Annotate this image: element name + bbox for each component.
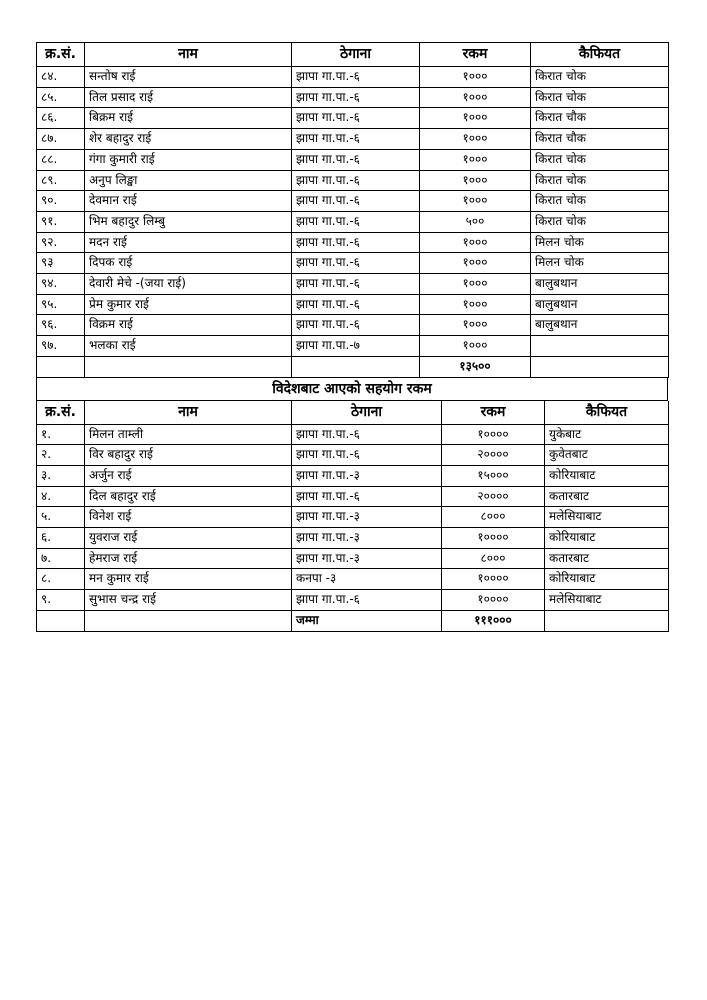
header-remarks: कैफियत xyxy=(531,43,669,67)
cell-amount: १०००० xyxy=(442,590,545,611)
cell-serial: ९३ xyxy=(37,253,85,274)
cell-address: झापा गा.पा.-६ xyxy=(292,445,442,466)
table-row xyxy=(37,315,669,336)
cell-address: झापा गा.पा.-६ xyxy=(292,149,420,170)
cell-serial: ८७. xyxy=(37,129,85,150)
cell-remarks: कोरियाबाट xyxy=(545,528,669,549)
cell-serial: ९०. xyxy=(37,191,85,212)
header-amount: रकम xyxy=(420,43,531,67)
cell-amount: १००० xyxy=(420,108,531,129)
cell-remarks: किरात चौक xyxy=(531,129,669,150)
cell-remarks: युकेबाट xyxy=(545,424,669,445)
cell-amount: १००० xyxy=(420,87,531,108)
table-row xyxy=(37,486,669,507)
cell-remarks: कुवेतबाट xyxy=(545,445,669,466)
cell-name: विनेश राई xyxy=(85,507,292,528)
cell-amount: १००० xyxy=(420,129,531,150)
cell-address: कनपा -३ xyxy=(292,569,442,590)
table-row xyxy=(37,87,669,108)
cell-address: झापा गा.पा.-६ xyxy=(292,315,420,336)
cell-address: झापा गा.पा.-६ xyxy=(292,486,442,507)
cell-name: देवारी मेचे -(जया राई) xyxy=(85,274,292,295)
total-amount: १३५०० xyxy=(420,356,531,377)
cell-serial: ९१. xyxy=(37,211,85,232)
table-row xyxy=(37,528,669,549)
cell-amount: १०००० xyxy=(442,528,545,549)
cell-address: झापा गा.पा.-३ xyxy=(292,507,442,528)
table-row xyxy=(37,129,669,150)
table-header-row xyxy=(37,43,669,67)
cell-remarks: कतारबाट xyxy=(545,548,669,569)
table-total-row xyxy=(37,610,669,631)
cell-serial: १. xyxy=(37,424,85,445)
header-serial: क्र.सं. xyxy=(37,401,85,425)
cell-name: विक्रम राई xyxy=(85,315,292,336)
table-row xyxy=(37,590,669,611)
cell-address: झापा गा.पा.-६ xyxy=(292,294,420,315)
cell-name: बिक्रम राई xyxy=(85,108,292,129)
cell-name: मिलन ताम्ली xyxy=(85,424,292,445)
table-row xyxy=(37,211,669,232)
cell-remarks: किरात चोक xyxy=(531,170,669,191)
cell-name: भलका राई xyxy=(85,336,292,357)
cell-name: तिल प्रसाद राई xyxy=(85,87,292,108)
cell-address: झापा गा.पा.-७ xyxy=(292,336,420,357)
cell-remarks: मलेसियाबाट xyxy=(545,590,669,611)
table-row xyxy=(37,548,669,569)
cell-name: मदन राई xyxy=(85,232,292,253)
cell-serial: ९. xyxy=(37,590,85,611)
cell-serial: ९६. xyxy=(37,315,85,336)
table-row xyxy=(37,149,669,170)
cell-serial: ९५. xyxy=(37,294,85,315)
cell-serial: ७. xyxy=(37,548,85,569)
header-address: ठेगाना xyxy=(292,401,442,425)
cell-name: हेमराज राई xyxy=(85,548,292,569)
cell-serial: ३. xyxy=(37,465,85,486)
cell-amount: १००० xyxy=(420,336,531,357)
cell-amount: १००० xyxy=(420,191,531,212)
table-row xyxy=(37,67,669,88)
table-total-row xyxy=(37,356,669,377)
total-name-cell xyxy=(85,356,292,377)
total-label: जम्मा xyxy=(292,610,442,631)
cell-address: झापा गा.पा.-६ xyxy=(292,129,420,150)
table-row xyxy=(37,170,669,191)
cell-serial: ५. xyxy=(37,507,85,528)
cell-amount: १०००० xyxy=(442,569,545,590)
cell-amount: १००० xyxy=(420,170,531,191)
cell-amount: ५०० xyxy=(420,211,531,232)
cell-remarks: बालुबथान xyxy=(531,315,669,336)
cell-amount: १००० xyxy=(420,294,531,315)
cell-remarks: मिलन चोक xyxy=(531,253,669,274)
cell-serial: ८८. xyxy=(37,149,85,170)
cell-amount: १००० xyxy=(420,315,531,336)
cell-amount: १०००० xyxy=(442,424,545,445)
header-serial: क्र.सं. xyxy=(37,43,85,67)
table-row xyxy=(37,232,669,253)
total-serial-cell xyxy=(37,610,85,631)
cell-remarks: किरात चोक xyxy=(531,67,669,88)
section-title: विदेशबाट आएको सहयोग रकम xyxy=(36,378,668,401)
table-row xyxy=(37,507,669,528)
cell-address: झापा गा.पा.-६ xyxy=(292,67,420,88)
cell-amount: २०००० xyxy=(442,445,545,466)
total-name-cell xyxy=(85,610,292,631)
cell-serial: ९७. xyxy=(37,336,85,357)
cell-name: मन कुमार राई xyxy=(85,569,292,590)
cell-name: सुभास चन्द्र राई xyxy=(85,590,292,611)
cell-address: झापा गा.पा.-३ xyxy=(292,528,442,549)
cell-name: गंगा कुमारी राई xyxy=(85,149,292,170)
table-row xyxy=(37,569,669,590)
cell-address: झापा गा.पा.-६ xyxy=(292,191,420,212)
cell-address: झापा गा.पा.-६ xyxy=(292,87,420,108)
header-remarks: कैफियत xyxy=(545,401,669,425)
cell-name: दिल बहादुर राई xyxy=(85,486,292,507)
cell-serial: ९२. xyxy=(37,232,85,253)
header-amount: रकम xyxy=(442,401,545,425)
cell-serial: २. xyxy=(37,445,85,466)
cell-amount: १००० xyxy=(420,67,531,88)
cell-remarks: कोरियाबाट xyxy=(545,569,669,590)
table-row xyxy=(37,445,669,466)
cell-address: झापा गा.पा.-६ xyxy=(292,170,420,191)
cell-name: देवमान राई xyxy=(85,191,292,212)
cell-address: झापा गा.पा.-६ xyxy=(292,211,420,232)
cell-amount: ८००० xyxy=(442,507,545,528)
cell-name: युवराज राई xyxy=(85,528,292,549)
cell-address: झापा गा.पा.-३ xyxy=(292,465,442,486)
cell-address: झापा गा.पा.-३ xyxy=(292,548,442,569)
cell-address: झापा गा.पा.-६ xyxy=(292,424,442,445)
cell-remarks: मलेसियाबाट xyxy=(545,507,669,528)
table-row xyxy=(37,424,669,445)
table-row xyxy=(37,191,669,212)
cell-remarks: कतारबाट xyxy=(545,486,669,507)
cell-name: सन्तोष राई xyxy=(85,67,292,88)
header-name: नाम xyxy=(85,401,292,425)
header-address: ठेगाना xyxy=(292,43,420,67)
total-remarks-cell xyxy=(545,610,669,631)
cell-name: भिम बहादुर लिम्बु xyxy=(85,211,292,232)
cell-address: झापा गा.पा.-६ xyxy=(292,253,420,274)
local-contributions-table xyxy=(36,42,669,378)
cell-amount: १००० xyxy=(420,232,531,253)
document-page xyxy=(36,42,668,632)
cell-serial: ८. xyxy=(37,569,85,590)
cell-remarks: किरात चोक xyxy=(531,211,669,232)
cell-amount: १००० xyxy=(420,253,531,274)
foreign-contributions-table xyxy=(36,401,669,632)
cell-remarks: किरात चोक xyxy=(531,191,669,212)
cell-serial: ८५. xyxy=(37,87,85,108)
cell-remarks: किरात चोक xyxy=(531,149,669,170)
cell-serial: ८९. xyxy=(37,170,85,191)
cell-remarks: किरात चौक xyxy=(531,108,669,129)
cell-name: दिपक राई xyxy=(85,253,292,274)
cell-name: अर्जुन राई xyxy=(85,465,292,486)
cell-amount: १००० xyxy=(420,149,531,170)
table-row xyxy=(37,336,669,357)
cell-address: झापा गा.पा.-६ xyxy=(292,274,420,295)
cell-name: अनुप लिङ्खा xyxy=(85,170,292,191)
cell-amount: ८००० xyxy=(442,548,545,569)
cell-amount: १००० xyxy=(420,274,531,295)
total-address-cell xyxy=(292,356,420,377)
cell-serial: ६. xyxy=(37,528,85,549)
cell-serial: ४. xyxy=(37,486,85,507)
cell-remarks: कोरियाबाट xyxy=(545,465,669,486)
cell-address: झापा गा.पा.-६ xyxy=(292,590,442,611)
header-name: नाम xyxy=(85,43,292,67)
cell-remarks xyxy=(531,336,669,357)
cell-address: झापा गा.पा.-६ xyxy=(292,232,420,253)
cell-name: शेर बहादुर राई xyxy=(85,129,292,150)
cell-address: झापा गा.पा.-६ xyxy=(292,108,420,129)
cell-serial: ८६. xyxy=(37,108,85,129)
table-row xyxy=(37,465,669,486)
total-remarks-cell xyxy=(531,356,669,377)
total-serial-cell xyxy=(37,356,85,377)
cell-name: प्रेम कुमार राई xyxy=(85,294,292,315)
table-row xyxy=(37,108,669,129)
cell-remarks: बालुबथान xyxy=(531,274,669,295)
cell-remarks: मिलन चोक xyxy=(531,232,669,253)
cell-serial: ९४. xyxy=(37,274,85,295)
table-row xyxy=(37,253,669,274)
table-header-row xyxy=(37,401,669,425)
cell-remarks: किरात चोक xyxy=(531,87,669,108)
cell-serial: ८४. xyxy=(37,67,85,88)
table-row xyxy=(37,274,669,295)
cell-remarks: बालुबथान xyxy=(531,294,669,315)
total-amount: १११००० xyxy=(442,610,545,631)
table-row xyxy=(37,294,669,315)
cell-amount: १५००० xyxy=(442,465,545,486)
cell-name: विर बहादुर राई xyxy=(85,445,292,466)
cell-amount: २०००० xyxy=(442,486,545,507)
